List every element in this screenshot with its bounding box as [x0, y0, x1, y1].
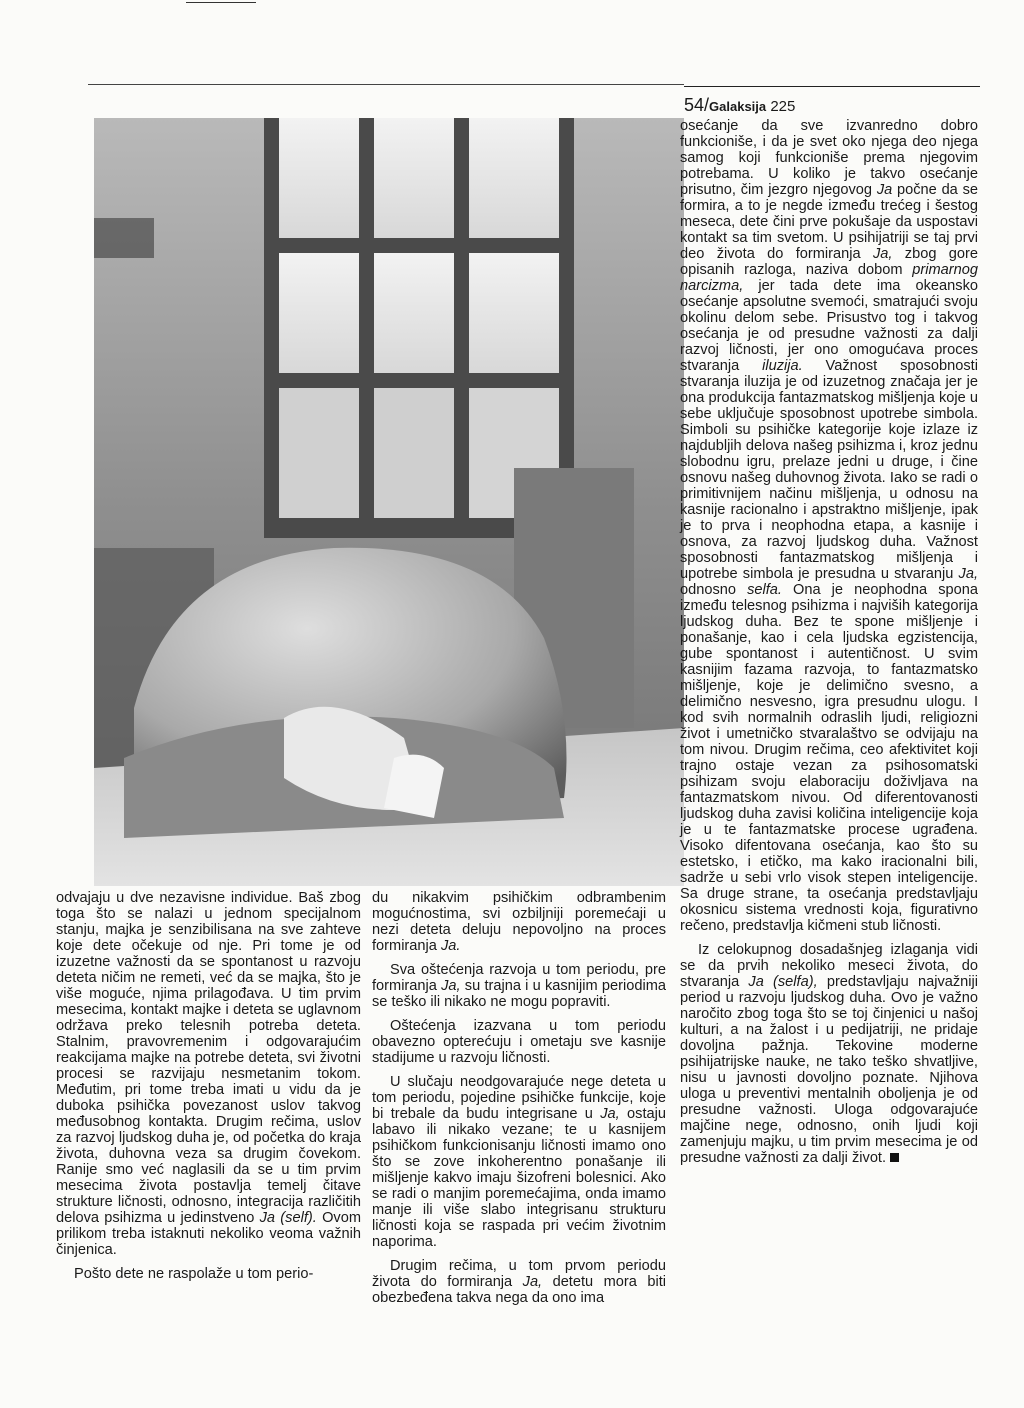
paragraph	[680, 118, 978, 934]
emphasis: Ja (selfa),	[748, 974, 818, 990]
text-run: Iz celokupnog dosadašnjeg izlaganja vidi se da prvih nekoliko meseci života, do stvaranja	[680, 942, 978, 990]
text-run: odnosno	[680, 582, 748, 598]
text-run: počne da se formira, a to je negde između trećeg i šestog meseca, dete čini prve pokušaje da uspostavi kontakt sa tim svetom. U psihijatriji se taj prvi deo života do formiranja	[680, 182, 979, 262]
text-run: zbog gore opisanih razloga, naziva dobom	[680, 246, 979, 278]
top-rule	[88, 84, 684, 85]
end-of-article-mark	[890, 1153, 899, 1162]
page-count: 225	[770, 98, 796, 115]
emphasis: Ja,	[441, 978, 461, 994]
paragraph	[372, 1258, 666, 1306]
text-run: ostaju labavo ili nikako vezane; te u kasnijem psihičkom funkcionisanju ličnosti imamo ono što se zove inkoherentno ponašanje ili mišljenje kakvo imaju šizofreni bolesnici. Ako se radi o manjim poremećajima, onda imamo manje ili više slabo integrisanu strukturu ličnosti koja se raspada pri većim životnim naporima.	[372, 1106, 666, 1250]
text-column-3	[680, 118, 978, 1166]
photo-child-at-window	[94, 118, 684, 886]
paragraph: Oštećenja izazvana u tom periodu obavezno opterećuju i ometaju sve kasnije stadijume u razvoju ličnosti.	[372, 1018, 666, 1066]
photo-illustration	[94, 118, 684, 886]
emphasis: Ja	[876, 182, 893, 198]
page-number	[684, 95, 796, 115]
paragraph	[372, 1074, 666, 1250]
page-header	[684, 86, 980, 116]
corner-rule	[186, 2, 256, 3]
emphasis: selfa.	[747, 582, 782, 598]
text-run: osećanje da sve izvanredno dobro funkcioniše, i da je svet oko njega deo njega samog koji funkcioniše prema njegovim potrebama. U koliko je takvo osećanje prisutno, čim jezgro njegovog	[680, 118, 978, 198]
text-run: Ona je neophodna spona između telesnog psihizma i najviših kategorija ljudskog duha. Bez te spone mišljenje i ponašanje, kao i cela ljudska egzistencija, gube spontanost i autentičnost. U svim kasnijim fazama razvoja, to fantazmatsko mišljenje, koje je delimično svesno, a delimično nesvesno, igra presudnu ulogu. I kod svih normalnih odraslih ljudi, religiozni život i umetničko stvaralaštvo se odvijaju na tom nivou. Drugim rečima, ceo afektivitet koji trajno ostaje vezan za psihosomatski psihizam svoju elaboraciju doživljava na fantazmatskom nivou. Od diferentovanosti ljudskog duha zavisi količina inteligencije koja je u te fantazmatske procese ugrađena. Visoko difentovana osećanja, kao što su estetsko, i etičko, ma kako iracionalni bili, sadrže u sebi vrlo visok stepen inteligencije. Sa druge strane, ta osećanja predstavljaju okosnicu sistema vrednosti koja, figurativno rečeno, predstavlja kičmeni stub ličnosti.	[680, 582, 978, 934]
text-run: Ovom prilikom treba istaknuti nekoliko veoma važnih činjenica.	[56, 1210, 361, 1258]
emphasis: Ja,	[522, 1274, 543, 1290]
emphasis: iluzija.	[762, 358, 803, 374]
text-run: predstavljaju najvažniji period u razvoju ljudskog duha. Ovo je važno naročito zbog toga što se toj činjenici u našoj kulturi, a na žalost i u pedijatriji, ne pridaje dovoljna pažnja. Tekovine moderne psihijatrijske nauke, ne tako teško shvatljive, nisu u javnosti dovoljno poznate. Njihova uloga u preventivi mentalnih oboljenja je od presudne važnosti. Uloga odgovarajuće majčine nege, odnosno, onih ljudi koji zamenjuju majku, u tim prvim mesecima je od presudne važnosti za dalji život.	[680, 974, 978, 1166]
text-run: su trajna i u kasnijim periodima se teško ili nikako ne mogu popraviti.	[372, 978, 666, 1010]
text-run: Važnost sposobnosti stvaranja iluzija je od izuzetnog značaja jer je ona produkcija fantazmatskog mišljenja koje u sebe uključuje sposobnost upotrebe simbola. Simboli su psihičke kategorije koje izlaze iz najdubljih delova našeg psihizma i, kroz jednu slobodnu igru, prelaze jedni u druge, i čine osnovu našeg duhovnog života. Iako se radi o primitivnijem načinu mišljenja, u odnosu na kasnije racionalno i apstraktno mišljenje, ipak je to prva i neophodna etapa, a kasnije i osnova, za razvoj ljudskog duha. Važnost sposobnosti fantazmatskog mišljenja i upotrebe simbola je presudna u stvaranju	[680, 358, 978, 582]
paragraph	[372, 962, 666, 1010]
text-run: odvajaju u dve nezavisne individue. Baš zbog toga što se nalazi u jednom specijalnom stanju, majka je senzibilisana na sve zahteve koje dete očekuje od nje. Pri tome je od izuzetne važnosti da se spontanost u razvoju deteta ničim ne remeti, već da se majka, što je više moguće, njima prilagođava. U tim prvim mesecima, kontakt majke i deteta se uglavnom održava preko telesnih potreba deteta. Stalnim, pravovremenim i odgovarajućim reakcijama majke na potrebe deteta, svi životni procesi se razvijaju nesmetanim tokom. Međutim, pri tome treba imati u vidu da je duboka psihička povezanost uslov takvog međusobnog kontakta. Drugim rečima, uslov za razvoj ljudskog duha je, od početka do kraja života, duhovna veza sa drugim čovekom. Ranije smo već naglasili da se u tim prvim mesecima života postavlja temelj čitave strukture ličnosti, odnosno, integracija različitih delova psihizma u jedinstveno	[56, 890, 361, 1226]
emphasis: Ja,	[872, 246, 893, 262]
emphasis: Ja,	[958, 566, 978, 582]
text-column-2	[372, 890, 666, 1306]
magazine-name: Galaksija	[709, 99, 767, 114]
emphasis: primarnog narcizma,	[680, 262, 978, 294]
text-run: Drugim rečima, u tom prvom periodu života do formiranja	[372, 1258, 666, 1290]
paragraph	[680, 942, 978, 1166]
issue-number: 54/	[684, 95, 710, 115]
paragraph	[56, 890, 361, 1258]
text-column-1	[56, 890, 361, 1282]
emphasis: Ja,	[600, 1106, 620, 1122]
emphasis: Ja (self).	[259, 1210, 317, 1226]
text-run: jer tada dete ima okeansko osećanje apsolutne svemoći, smatrajući svoju okolinu delom sebe. Prisustvo tog i takvog osećanja je od presudne važnosti za dalji razvoj ličnosti, jer ono omogućava proces stvaranja	[680, 278, 978, 374]
text-run: du nikakvim psihičkim odbrambenim mogućnostima, svi ozbiljniji poremećaji u nezi deteta deluju nepovoljno na proces formiranja	[372, 890, 666, 954]
paragraph: Pošto dete ne raspolaže u tom perio-	[74, 1266, 314, 1282]
paragraph	[372, 890, 666, 954]
text-run: detetu mora biti obezbeđena takva nega da ono ima	[372, 1274, 666, 1306]
emphasis: Ja.	[440, 938, 461, 954]
text-run: U slučaju neodgovarajuće nege deteta u tom periodu, pojedine psihičke funkcije, koje bi trebale da budu integrisane u	[372, 1074, 666, 1122]
text-run: Sva oštećenja razvoja u tom periodu, pre formiranja	[372, 962, 666, 994]
